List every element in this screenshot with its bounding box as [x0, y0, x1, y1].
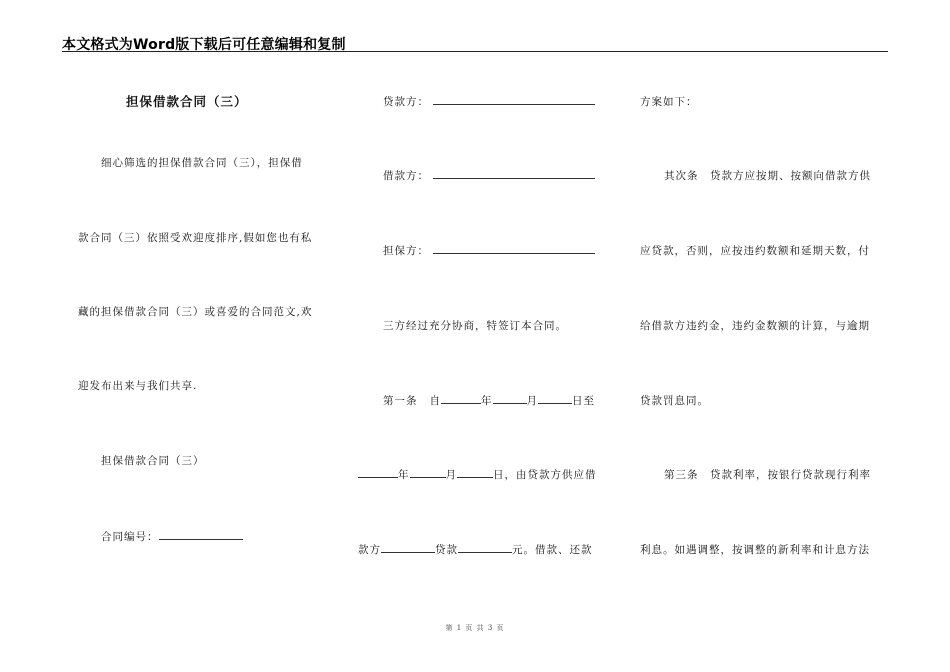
- page-footer: 第 1 页 共 3 页: [445, 624, 505, 632]
- loan-unit-label: 元。借款、还款: [512, 544, 593, 556]
- start-month-label: 月: [526, 395, 538, 407]
- end-month-label: 月: [445, 469, 457, 481]
- borrower-blank: [433, 168, 595, 179]
- loan-amount-blank: [458, 542, 512, 553]
- end-day-blank: [457, 467, 493, 478]
- intro-line-3: 藏的担保借款合同（三）或喜爱的合同范文,欢: [78, 306, 313, 318]
- start-month-blank: [493, 393, 527, 404]
- section-subtitle: 担保借款合同（三）: [101, 455, 205, 467]
- lender-label: 贷款方：: [383, 96, 429, 108]
- agreement-line: 三方经过充分协商，特签订本合同。: [383, 320, 567, 332]
- start-year-label: 年: [481, 395, 493, 407]
- loan-borrower-label: 款方: [358, 544, 381, 556]
- article-2-line-2: 应贷款，否则，应按违约数额和延期天数，付: [640, 245, 870, 257]
- plan-line: 方案如下：: [640, 96, 698, 108]
- guarantor-label: 担保方：: [383, 245, 429, 257]
- article-2-line-4: 贷款罚息同。: [640, 395, 709, 407]
- page-header-title: 本文格式为Word版下载后可任意编辑和复制: [62, 37, 346, 53]
- borrower-label: 借款方：: [383, 170, 429, 182]
- article-1-line-2: [358, 467, 597, 482]
- loan-borrower-blank: [381, 542, 435, 553]
- guarantor-blank: [433, 243, 595, 254]
- end-month-blank: [410, 467, 446, 478]
- article-1-label: 第一条: [383, 395, 418, 407]
- contract-number-row: [101, 529, 243, 544]
- article-1-line-1: [383, 393, 595, 408]
- article-2-line-1: 其次条 贷款方应按期、按额向借款方供: [664, 170, 871, 182]
- end-year-label: 年: [398, 469, 410, 481]
- article-3-line-2: 利息。如遇调整，按调整的新利率和计息方法: [640, 544, 870, 556]
- article-3-line-1: 第三条 贷款利率，按银行贷款现行利率: [664, 469, 871, 481]
- article-2-line-3: 给借款方违约金，违约金数额的计算，与逾期: [640, 320, 870, 332]
- start-year-blank: [441, 393, 481, 404]
- article-1-line-3: [358, 542, 593, 557]
- guarantor-row: [383, 243, 595, 258]
- intro-line-1: 细心筛选的担保借款合同（三），担保借: [101, 157, 303, 169]
- contract-number-label: 合同编号：: [101, 531, 159, 543]
- document-title: 担保借款合同（三）: [126, 94, 248, 109]
- contract-number-blank: [159, 529, 243, 540]
- lender-row: [383, 94, 595, 109]
- header-divider: [62, 51, 888, 52]
- start-day-label: 日至: [572, 395, 595, 407]
- loan-amount-label: 贷款: [435, 544, 458, 556]
- borrower-row: [383, 168, 595, 183]
- intro-line-4: 迎发布出来与我们共享.: [78, 380, 198, 392]
- article-1-from: 自: [429, 395, 441, 407]
- lender-blank: [433, 94, 595, 105]
- intro-line-2: 款合同（三）依照受欢迎度排序,假如您也有私: [78, 232, 313, 244]
- start-day-blank: [538, 393, 572, 404]
- end-year-blank: [358, 467, 398, 478]
- end-day-label: 日，由贷款方供应借: [493, 469, 597, 481]
